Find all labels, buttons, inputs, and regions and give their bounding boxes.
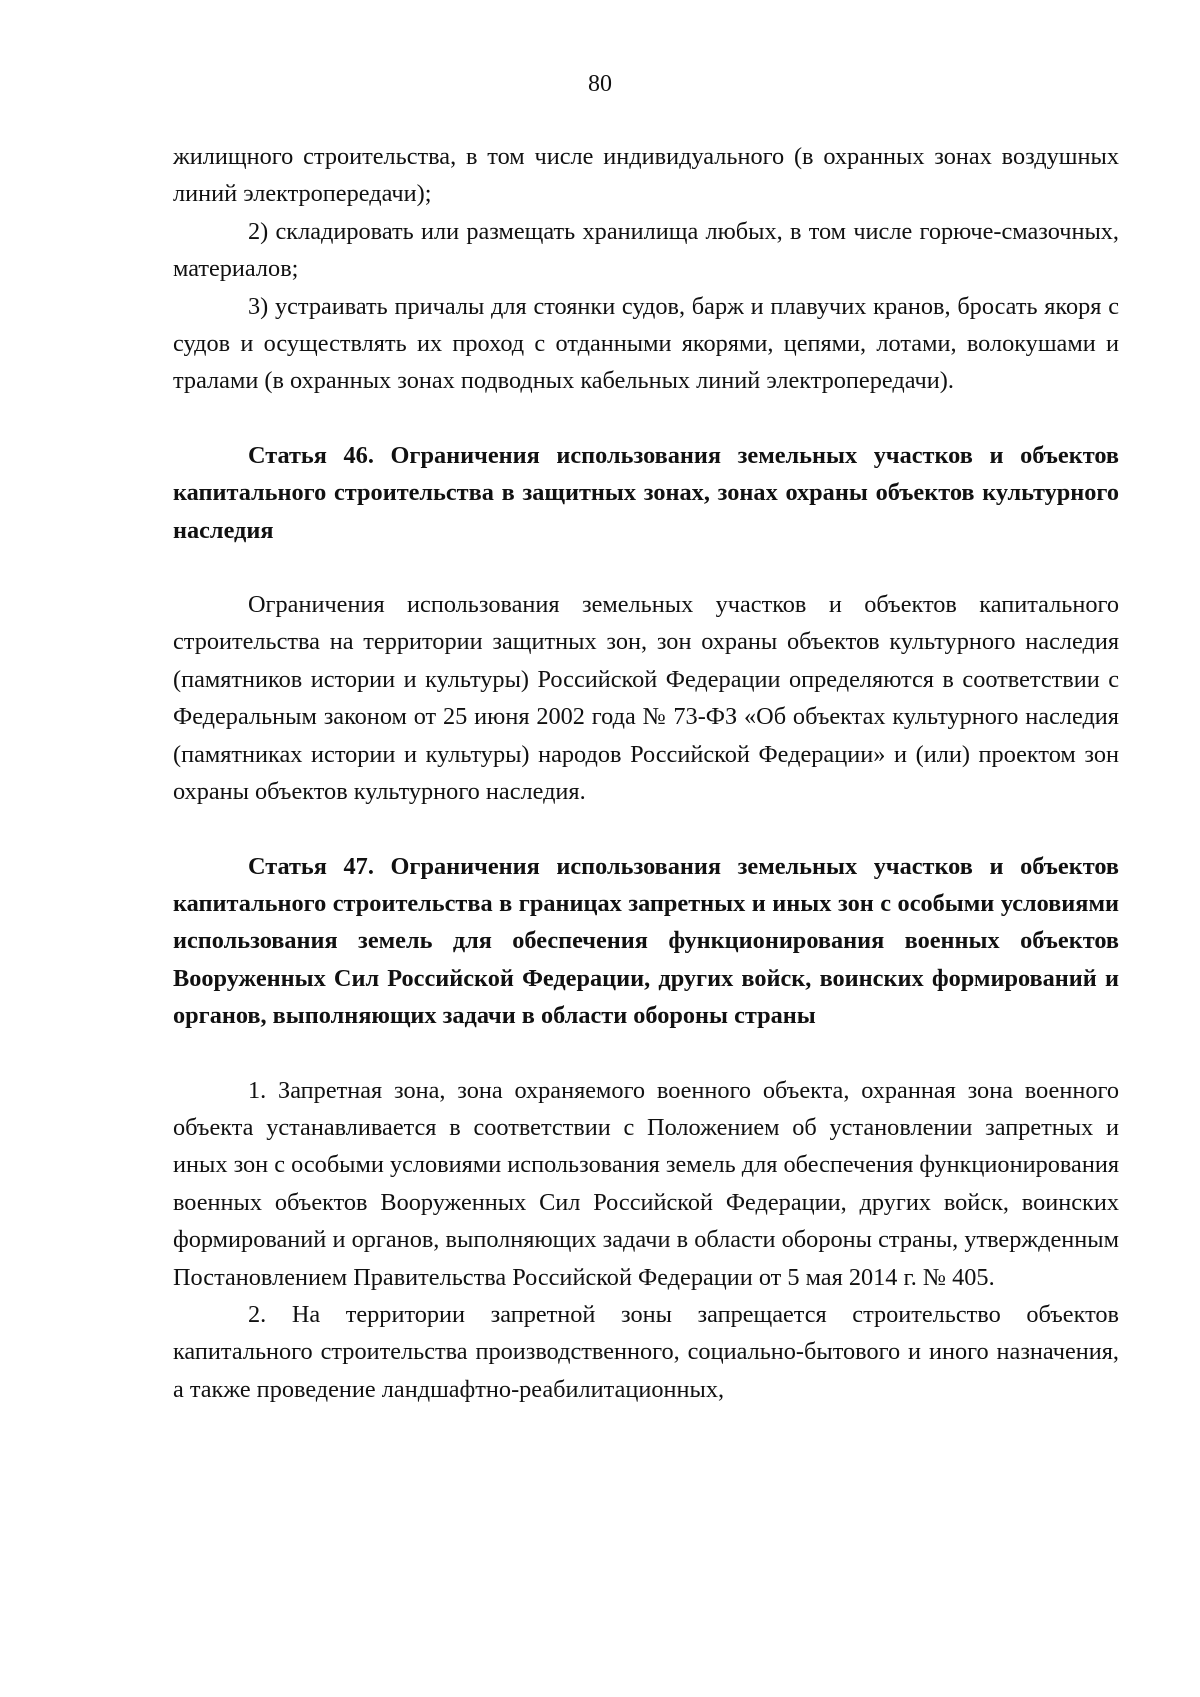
- document-body: [173, 138, 1119, 1408]
- spacer: [173, 549, 1119, 586]
- spacer: [173, 1035, 1119, 1072]
- list-item-3: 3) устраивать причалы для стоянки судов, барж и плавучих кранов, бросать якоря с судов и осуществлять их проход с отданными якорями, цепями, лотами, волокушами и тралами (в охранных зонах подводных кабельных линий электропередачи).: [173, 292, 1119, 395]
- spacer: [173, 400, 1119, 437]
- article-46-paragraph: Ограничения использования земельных участков и объектов капитального строительства на территории защитных зон, зон охраны объектов культурного наследия (памятников истории и культуры) Российской Федерации определяются в соответствии с Федеральным законом от 25 июня 2002 года № 73-ФЗ «Об объектах культурного наследия (памятниках истории и культуры) народов Российской Федерации» и (или) проектом зон охраны объектов культурного наследия.: [173, 591, 1119, 806]
- intro-continuation: жилищного строительства, в том числе индивидуального (в охранных зонах воздушных линий электропередачи);: [173, 143, 1119, 208]
- article-47-paragraph-2: 2. На территории запретной зоны запрещается строительство объектов капитального строительства производственного, социально-бытового и иного назначения, а также проведение ландшафтно-реабилитационных,: [173, 1300, 1119, 1403]
- article-47-heading: Статья 47. Ограничения использования земельных участков и объектов капитального строительства в границах запретных и иных зон с особыми условиями использования земель для обеспечения функционирования военных объектов Вооруженных Сил Российской Федерации, других войск, воинских формирований и органов, выполняющих задачи в области обороны страны: [173, 852, 1119, 1030]
- article-46-heading: Статья 46. Ограничения использования земельных участков и объектов капитального строительства в защитных зонах, зонах охраны объектов культурного наследия: [173, 441, 1119, 544]
- spacer: [173, 811, 1119, 848]
- article-47-paragraph-1: 1. Запретная зона, зона охраняемого военного объекта, охранная зона военного объекта устанавливается в соответствии с Положением об установлении запретных и иных зон с особыми условиями использования земель для обеспечения функционирования военных объектов Вооруженных Сил Российской Федерации, других войск, воинских формирований и органов, выполняющих задачи в области обороны страны, утвержденным Постановлением Правительства Российской Федерации от 5 мая 2014 г. № 405.: [173, 1076, 1119, 1291]
- list-item-2: 2) складировать или размещать хранилища любых, в том числе горюче-смазочных, материалов;: [173, 217, 1119, 283]
- page-number: 80: [588, 71, 612, 97]
